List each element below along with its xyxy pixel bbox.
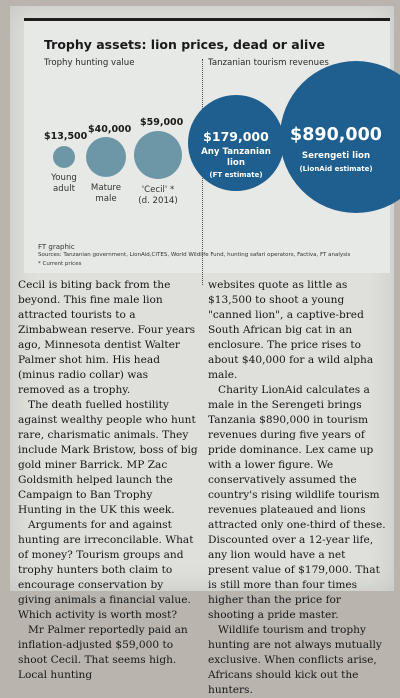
paragraph: Cecil is biting back from the beyond. This fine male lion attracted tourists to a Zimbabwean reserve. Four years ago, Minnesota dentist Walter Palmer shot him. His head (minus radio collar) was removed as a trophy. (18, 279, 196, 396)
paragraph: Arguments for and against hunting are irreconcilable. What of money? Tourism groups and trophy hunters both claim to encourage conservation by giving animals a financial value. Which activity is worth most? (18, 519, 194, 621)
article-column-right (208, 278, 388, 698)
left-subtitle: Trophy hunting value (44, 58, 135, 68)
note-ft-estimate: (FT estimate) (209, 171, 263, 179)
circle-young-adult (53, 146, 75, 168)
label-serengeti-lion: Serengeti lion (301, 151, 371, 161)
graphic-sources: Sources: Tanzanian government, LionAid,CITES, World Wildlife Fund, hunting safari operators, Factiva, FT analysis (38, 252, 351, 258)
paragraph: Charity LionAid calculates a male in the Serengeti brings Tanzania $890,000 in tourism revenues during five years of pride dominance. Lex came up with a lower figure. We conservatively assumed the country's rising wildlife tourism revenues plateaued and lions attracted only one-third of these. Discounted over a 12-year life, any lion would have a net present value of $179,000. That is still more than four times higher than the price for shooting a pride master. (208, 384, 386, 621)
price-mature-male: $40,000 (88, 124, 132, 135)
label-any-tanzanian-lion: Any Tanzanian lion (201, 147, 271, 168)
graphic-credit: FT graphic (38, 243, 75, 251)
newspaper-page (10, 6, 394, 696)
note-lionaid-estimate: (LionAid estimate) (299, 165, 373, 173)
infographic (24, 18, 390, 273)
value-any-tanzanian-lion: $179,000 (203, 129, 269, 144)
paragraph: The death fuelled hostility against wealthy people who hunt rare, charismatic animals. They include Mark Bristow, boss of big gold miner Barrick. MP Zac Goldsmith helped launch the Campaign to Ban Trophy Hunting in the UK this week. (18, 399, 198, 516)
circle-mature-male (86, 137, 126, 177)
graphic-footnote: * Current prices (38, 261, 82, 267)
circle-cecil (134, 131, 182, 179)
price-cecil: $59,000 (140, 117, 184, 128)
label-cecil: 'Cecil' * (d. 2014) (138, 185, 178, 206)
article-column-left (18, 278, 198, 683)
label-young-adult: Young adult (51, 173, 77, 194)
value-serengeti-lion: $890,000 (290, 125, 382, 145)
paragraph: Wildlife tourism and trophy hunting are not always mutually exclusive. When conflicts arise, Africans should kick out the hunters. (208, 624, 382, 696)
label-mature-male: Mature male (90, 183, 122, 204)
right-subtitle: Tanzanian tourism revenues (208, 58, 329, 68)
price-young-adult: $13,500 (44, 131, 88, 142)
paragraph: Mr Palmer reportedly paid an inflation-adjusted $59,000 to shoot Cecil. That seems high. Local hunting (18, 624, 188, 681)
paragraph: websites quote as little as $13,500 to shoot a young "canned lion", a captive-bred South African big cat in an enclosure. The price rises to about $40,000 for a wild alpha male. (208, 279, 374, 381)
graphic-title: Trophy assets: lion prices, dead or alive (44, 37, 325, 52)
